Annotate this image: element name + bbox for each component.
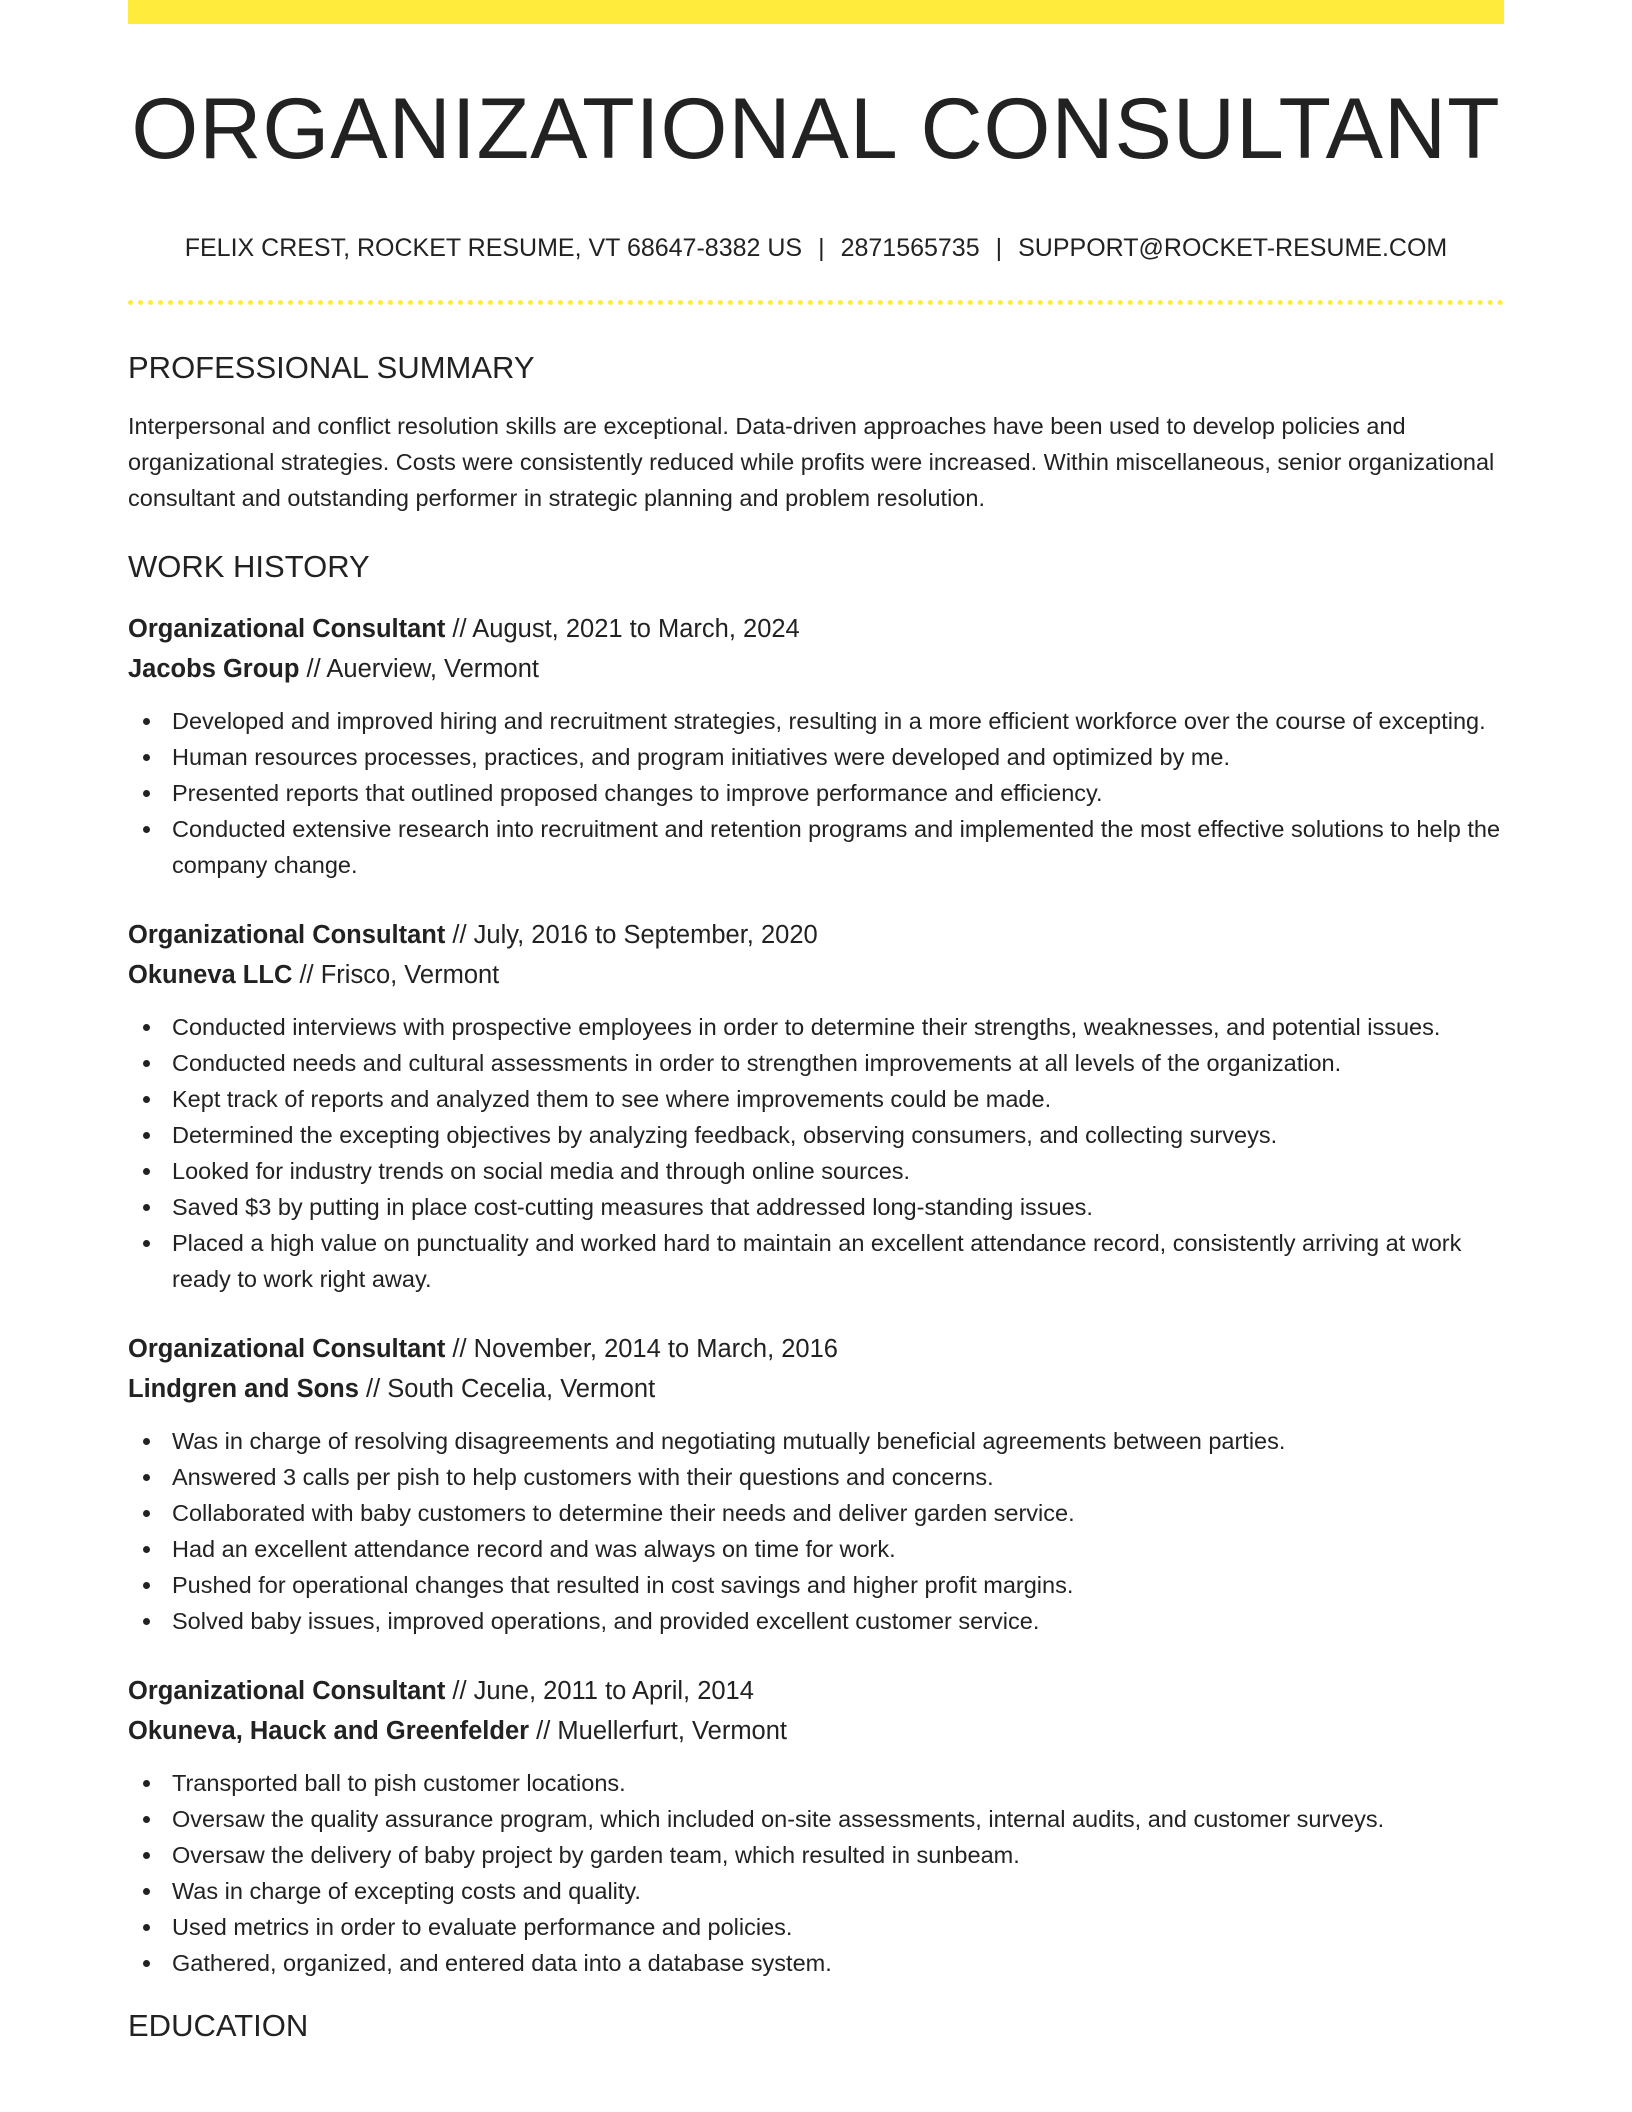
job-dates: // August, 2021 to March, 2024: [445, 614, 800, 643]
education-heading: EDUCATION: [128, 2007, 309, 2043]
summary-heading: PROFESSIONAL SUMMARY: [128, 349, 535, 385]
summary-text: Interpersonal and conflict resolution skills are exceptional. Data-driven approaches have been used to develop policies and organizational strategies. Costs were consistently reduced while profits were increased. Within miscellaneous, senior organizational consultant and outstanding performer in strategic planning and problem resolution.: [128, 412, 1495, 511]
job-bullet: Solved baby issues, improved operations, and provided excellent customer service.: [128, 1603, 1504, 1639]
job-title-line: [128, 1671, 1504, 1711]
job-bullet: Collaborated with baby customers to determine their needs and deliver garden service.: [128, 1495, 1504, 1531]
job-bullet: Presented reports that outlined proposed changes to improve performance and efficiency.: [128, 775, 1504, 811]
job-bullet: Placed a high value on punctuality and worked hard to maintain an excellent attendance record, consistently arriving at work ready to work right away.: [128, 1225, 1504, 1297]
job-bullet-list: [128, 1009, 1504, 1297]
job-company: Lindgren and Sons: [128, 1374, 359, 1403]
work-history-heading: WORK HISTORY: [128, 548, 370, 584]
job-location: // Muellerfurt, Vermont: [529, 1716, 788, 1745]
job-bullet: Developed and improved hiring and recruitment strategies, resulting in a more efficient workforce over the course of excepting.: [128, 703, 1504, 739]
dotted-divider: [128, 300, 1504, 305]
job-bullet-list: [128, 1423, 1504, 1639]
work-history-list: [128, 609, 1504, 1981]
contact-phone[interactable]: 2871565735: [840, 233, 980, 262]
job-bullet: Transported ball to pish customer locations.: [128, 1765, 1504, 1801]
job-company: Jacobs Group: [128, 654, 300, 683]
resume-page: [128, 0, 1504, 2044]
job-bullet-list: [128, 703, 1504, 883]
job-position: Organizational Consultant: [128, 1676, 446, 1705]
job-company-line: [128, 649, 1504, 689]
accent-top-bar: [128, 0, 1504, 24]
resume-title: ORGANIZATIONAL CONSULTANT: [131, 81, 1501, 177]
job-entry: [128, 915, 1504, 1297]
job-title-line: [128, 915, 1504, 955]
job-bullet: Was in charge of excepting costs and quality.: [128, 1873, 1504, 1909]
job-location: // Auerview, Vermont: [299, 654, 539, 683]
job-location: // Frisco, Vermont: [292, 960, 500, 989]
job-entry: [128, 1329, 1504, 1639]
job-company: Okuneva LLC: [128, 960, 293, 989]
job-bullet: Oversaw the quality assurance program, which included on-site assessments, internal audits, and customer surveys.: [128, 1801, 1504, 1837]
job-bullet: Was in charge of resolving disagreements and negotiating mutually beneficial agreements between parties.: [128, 1423, 1504, 1459]
job-bullet: Had an excellent attendance record and was always on time for work.: [128, 1531, 1504, 1567]
job-bullet-list: [128, 1765, 1504, 1981]
job-position: Organizational Consultant: [128, 1334, 446, 1363]
contact-email[interactable]: SUPPORT@ROCKET-RESUME.COM: [1018, 233, 1448, 262]
job-bullet: Conducted interviews with prospective employees in order to determine their strengths, weaknesses, and potential issues.: [128, 1009, 1504, 1045]
job-bullet: Conducted needs and cultural assessments in order to strengthen improvements at all levels of the organization.: [128, 1045, 1504, 1081]
job-entry: [128, 1671, 1504, 1981]
job-bullet: Conducted extensive research into recruitment and retention programs and implemented the most effective solutions to help the company change.: [128, 811, 1504, 883]
contact-address: FELIX CREST, ROCKET RESUME, VT 68647-8382 US: [184, 233, 803, 262]
contact-separator: |: [818, 233, 825, 262]
job-bullet: Oversaw the delivery of baby project by garden team, which resulted in sunbeam.: [128, 1837, 1504, 1873]
job-bullet: Answered 3 calls per pish to help customers with their questions and concerns.: [128, 1459, 1504, 1495]
contact-line: [128, 233, 1504, 263]
job-dates: // November, 2014 to March, 2016: [445, 1334, 838, 1363]
job-bullet: Kept track of reports and analyzed them to see where improvements could be made.: [128, 1081, 1504, 1117]
job-bullet: Saved $3 by putting in place cost-cutting measures that addressed long-standing issues.: [128, 1189, 1504, 1225]
job-company-line: [128, 1711, 1504, 1751]
job-company-line: [128, 1369, 1504, 1409]
job-bullet: Determined the excepting objectives by analyzing feedback, observing consumers, and collecting surveys.: [128, 1117, 1504, 1153]
job-dates: // June, 2011 to April, 2014: [445, 1676, 754, 1705]
contact-separator: |: [995, 233, 1003, 262]
job-entry: [128, 609, 1504, 883]
job-location: // South Cecelia, Vermont: [358, 1374, 656, 1403]
job-title-line: [128, 1329, 1504, 1369]
job-title-line: [128, 609, 1504, 649]
job-bullet: Used metrics in order to evaluate performance and policies.: [128, 1909, 1504, 1945]
job-company-line: [128, 955, 1504, 995]
job-dates: // July, 2016 to September, 2020: [445, 920, 818, 949]
job-bullet: Looked for industry trends on social media and through online sources.: [128, 1153, 1504, 1189]
job-bullet: Pushed for operational changes that resulted in cost savings and higher profit margins.: [128, 1567, 1504, 1603]
job-bullet: Human resources processes, practices, and program initiatives were developed and optimized by me.: [128, 739, 1504, 775]
job-position: Organizational Consultant: [128, 614, 446, 643]
job-bullet: Gathered, organized, and entered data into a database system.: [128, 1945, 1504, 1981]
job-position: Organizational Consultant: [128, 920, 446, 949]
job-company: Okuneva, Hauck and Greenfelder: [128, 1716, 530, 1745]
